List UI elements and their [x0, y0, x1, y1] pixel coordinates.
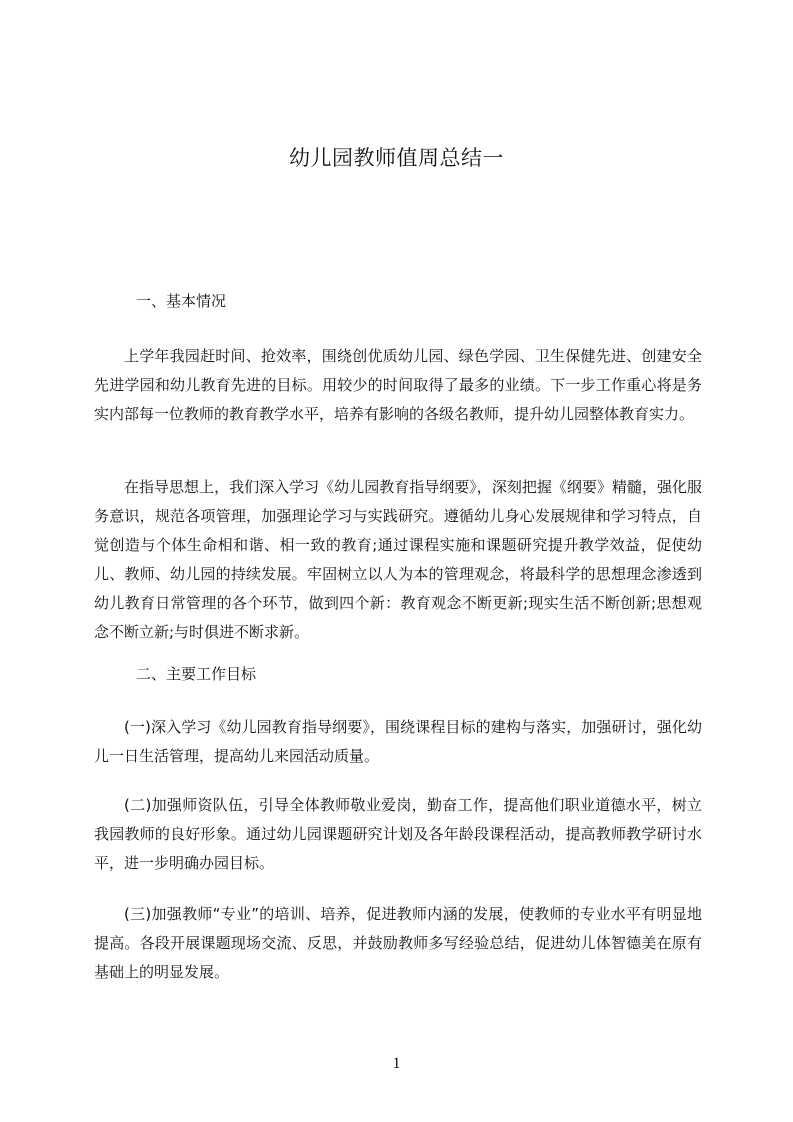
- paragraph: (二)加强师资队伍，引导全体教师敬业爱岗，勤奋工作，提高他们职业道德水平，树立我园教师的良好形象。通过幼儿园课题研究计划及各年龄段课程活动，提高教师教学研讨水平，进一步明确办园目标。: [94, 796, 702, 872]
- paragraph: 上学年我园赶时间、抢效率，围绕创优质幼儿园、绿色学园、卫生保健先进、创建安全先进学园和幼儿教育先进的目标。用较少的时间取得了最多的业绩。下一步工作重心将是务实内部每一位教师的教育教学水平，培养有影响的各级名教师，提升幼儿园整体教育实力。: [94, 347, 702, 423]
- paragraph: 在指导思想上，我们深入学习《幼儿园教育指导纲要》，深刻把握《纲要》精髓，强化服务意识，规范各项管理，加强理论学习与实践研究。遵循幼儿身心发展规律和学习特点，自觉创造与个体生命相和谐、相一致的教育;通过课程实施和课题研究提升教学效益，促使幼儿、教师、幼儿园的持续发展。牢固树立以人为本的管理观念，将最科学的思想理念渗透到幼儿教育日常管理的各个环节，做到四个新：教育观念不断更新;现实生活不断创新;思想观念不断立新;与时俱进不断求新。: [94, 478, 702, 641]
- paragraph: (三)加强教师“专业”的培训、培养，促进教师内涵的发展，使教师的专业水平有明显地提高。各段开展课题现场交流、反思，并鼓励教师多写经验总结，促进幼儿体智德美在原有基础上的明显发展。: [94, 905, 702, 981]
- paragraph: (一)深入学习《幼儿园教育指导纲要》，围绕课程目标的建构与落实，加强研讨，强化幼儿一日生活管理，提高幼儿来园活动质量。: [94, 718, 702, 765]
- section-heading-basic-situation: 一、基本情况: [136, 292, 227, 310]
- page-number: 1: [392, 1055, 401, 1072]
- page-title: 幼儿园教师值周总结一: [289, 146, 504, 170]
- section-heading-main-goals: 二、主要工作目标: [136, 665, 257, 683]
